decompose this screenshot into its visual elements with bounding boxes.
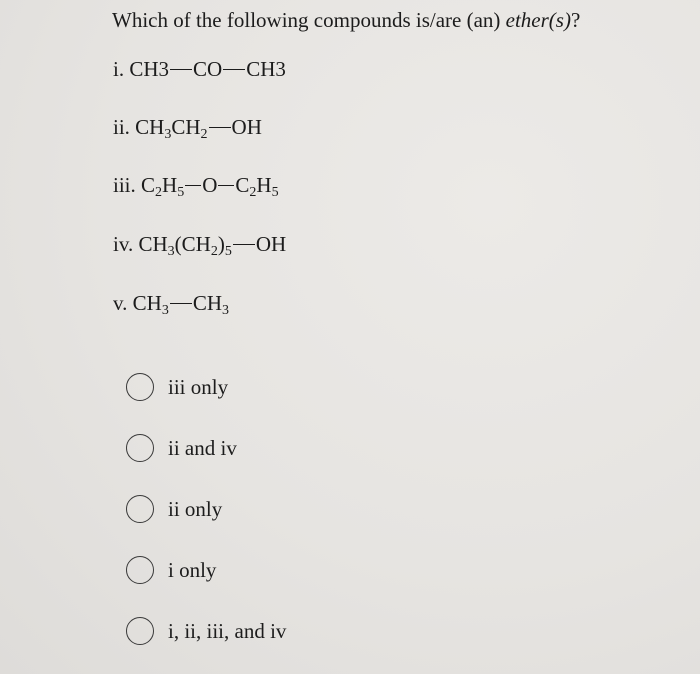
formula-part: CH — [132, 291, 162, 315]
answer-option-label[interactable]: i only — [168, 557, 217, 582]
formula-subscript: 3 — [161, 303, 169, 318]
formula-subscript: 5 — [271, 185, 279, 200]
formula-part: CH — [192, 291, 223, 315]
compound-4 — [113, 232, 286, 257]
question-italic-term: ether(s) — [505, 8, 571, 32]
formula-subscript: 3 — [164, 127, 172, 142]
formula-part: (CH — [174, 232, 211, 256]
answer-option-label[interactable]: iii only — [168, 374, 229, 399]
bond-line — [218, 185, 234, 186]
formula-part: CH — [138, 232, 168, 256]
compound-1 — [113, 57, 286, 82]
answer-option-5[interactable] — [126, 615, 286, 647]
compound-number: iii. — [113, 173, 136, 197]
formula-subscript: 5 — [177, 185, 185, 200]
formula-part: C — [235, 173, 250, 197]
formula-part: OH — [231, 115, 262, 139]
bond-line — [209, 127, 231, 128]
answer-option-3[interactable] — [126, 493, 222, 525]
formula-subscript: 2 — [155, 185, 163, 200]
question-text — [112, 8, 580, 33]
formula-subscript: 3 — [222, 303, 230, 318]
formula-subscript: 3 — [167, 244, 175, 259]
radio-button-icon[interactable] — [126, 556, 154, 584]
formula-part: CH — [135, 115, 165, 139]
answer-option-2[interactable] — [126, 432, 237, 464]
formula-part: ) — [217, 232, 225, 256]
radio-button-icon[interactable] — [126, 495, 154, 523]
formula-part: CO — [193, 57, 223, 81]
formula-subscript: 2 — [210, 244, 218, 259]
formula-part: H — [162, 173, 178, 197]
bond-line — [185, 185, 201, 186]
answer-option-label[interactable]: ii only — [168, 496, 223, 521]
compound-number: i. — [113, 57, 125, 81]
compound-number: v. — [113, 291, 128, 315]
answer-option-label[interactable]: ii and iv — [168, 435, 237, 460]
compound-2 — [113, 115, 262, 140]
question-prefix: Which of the following compounds is/are (an) — [112, 8, 506, 32]
formula-subscript: 2 — [200, 127, 208, 142]
formula-part: H — [256, 173, 272, 197]
compound-5 — [113, 291, 229, 316]
formula-part: OH — [255, 232, 287, 256]
answer-option-4[interactable] — [126, 554, 216, 586]
bond-line — [170, 69, 192, 70]
compound-3 — [113, 173, 279, 198]
radio-button-icon[interactable] — [126, 434, 154, 462]
radio-button-icon[interactable] — [126, 617, 154, 645]
bond-line — [170, 303, 192, 304]
bond-line — [233, 244, 255, 245]
formula-part: CH — [171, 115, 201, 139]
formula-subscript: 2 — [249, 185, 257, 200]
radio-button-icon[interactable] — [126, 373, 154, 401]
bond-line — [223, 69, 245, 70]
answer-option-1[interactable] — [126, 371, 228, 403]
formula-part: C — [141, 173, 156, 197]
formula-part: CH3 — [129, 57, 170, 81]
compound-number: iv. — [113, 232, 134, 256]
formula-part: O — [202, 173, 218, 197]
answer-option-label[interactable]: i, ii, iii, and iv — [168, 618, 287, 643]
formula-subscript: 5 — [224, 244, 232, 259]
formula-part: CH3 — [246, 57, 286, 81]
compound-number: ii. — [113, 115, 130, 139]
question-suffix: ? — [570, 8, 581, 32]
